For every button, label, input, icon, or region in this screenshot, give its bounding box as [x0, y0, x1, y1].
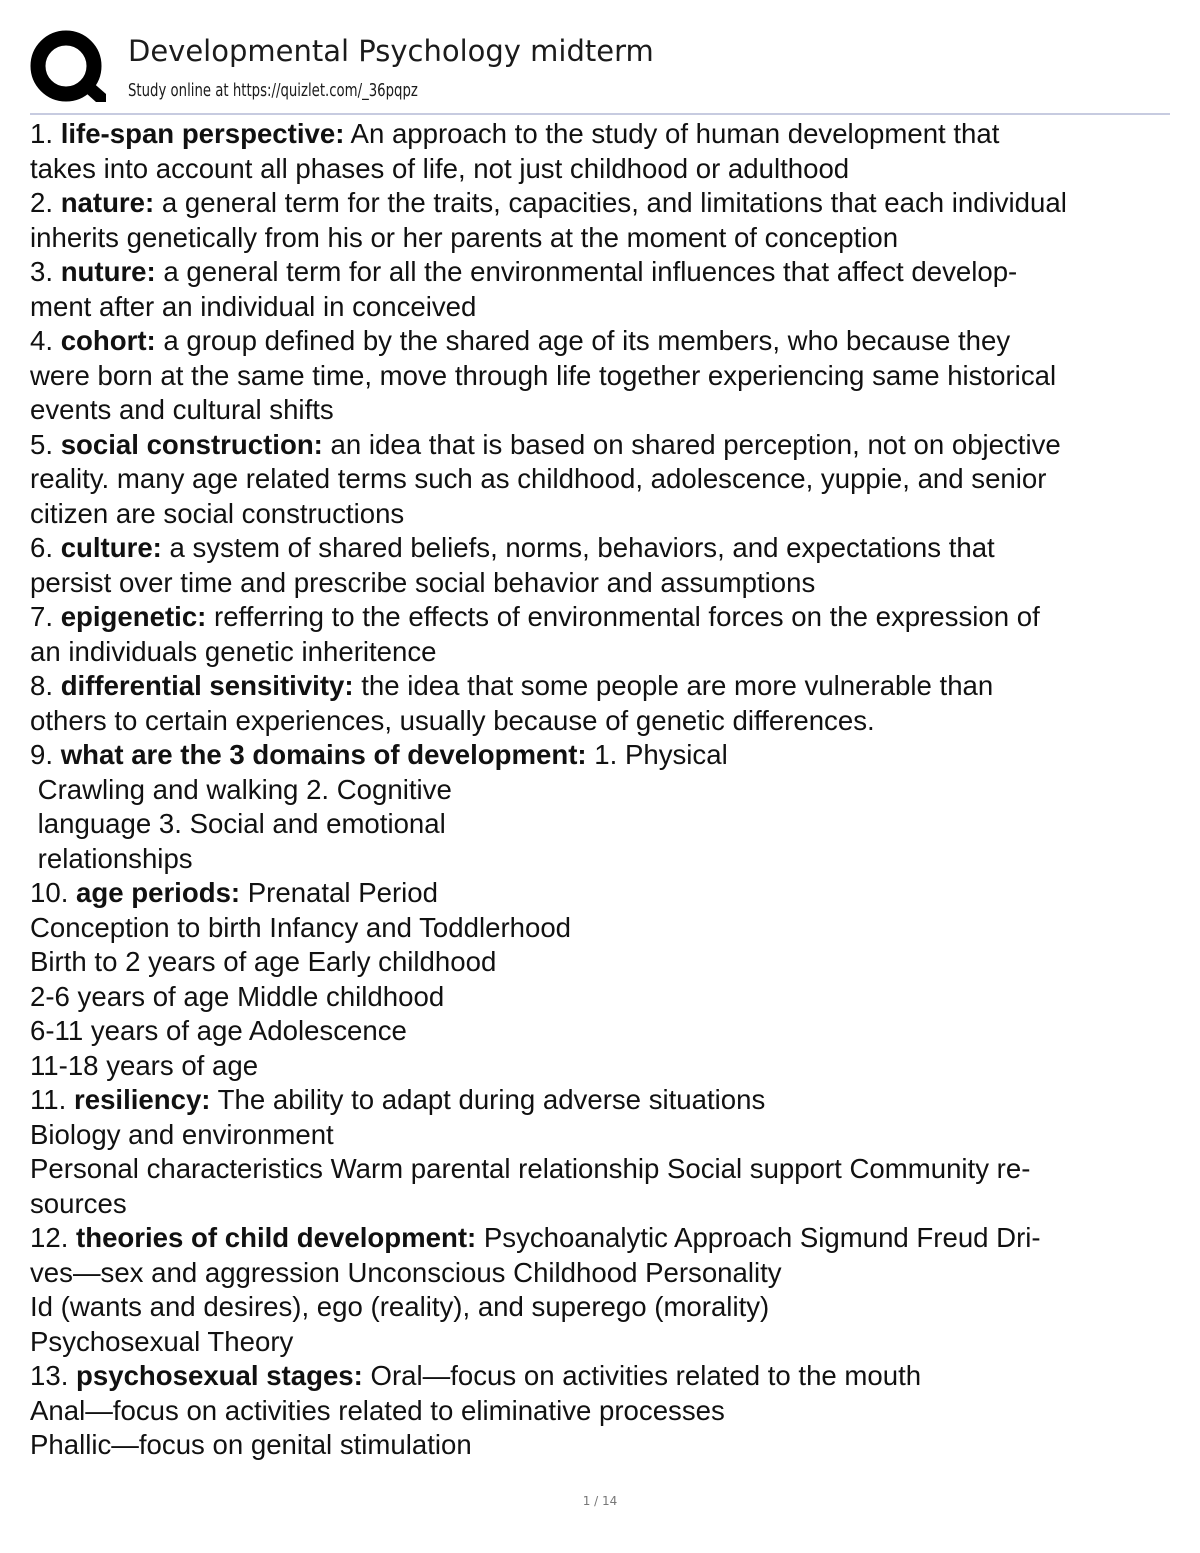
definition-text: language 3. Social and emotional: [30, 808, 446, 839]
definition-text: the idea that some people are more vulnerable than: [353, 670, 994, 701]
term-line: [30, 600, 1175, 635]
term-label: epigenetic:: [60, 601, 207, 632]
term-line: [30, 186, 1175, 221]
page-indicator: 1 / 14: [582, 1494, 618, 1508]
header-divider: [30, 113, 1170, 115]
definition-text: a general term for the traits, capacities, and limitations that each individual: [154, 187, 1067, 218]
definition-text: inherits genetically from his or her parents at the moment of conception: [30, 221, 899, 253]
definition-text: reality. many age related terms such as childhood, adolescence, yuppie, and senior: [30, 463, 1047, 494]
term-number: 3.: [30, 256, 61, 287]
term-number: 7.: [30, 601, 61, 632]
definition-line: [30, 359, 1175, 394]
definition-line: [30, 911, 1175, 946]
term-number: 10.: [30, 877, 77, 908]
definition-text: citizen are social constructions: [30, 497, 405, 529]
definition-line: [30, 1049, 1175, 1084]
study-online-link[interactable]: Study online at https://quizlet.com/_36pqpz: [128, 80, 418, 101]
definition-line: [30, 152, 1175, 187]
definition-text: Oral—focus on activities related to the mouth: [362, 1360, 922, 1391]
definition-text: The ability to adapt during adverse situations: [210, 1084, 766, 1115]
term-label: life-span perspective:: [60, 118, 345, 149]
definition-text: events and cultural shifts: [30, 394, 334, 425]
definition-text: 2-6 years of age Middle childhood: [30, 980, 445, 1012]
definition-text: 6-11 years of age Adolescence: [30, 1015, 407, 1046]
definition-line: [30, 773, 1175, 808]
definition-line: [30, 1187, 1175, 1222]
definition-text: an idea that is based on shared perception, not on objective: [322, 428, 1061, 460]
term-label: nature:: [60, 187, 155, 218]
definition-line: [30, 1118, 1175, 1153]
term-line: [30, 738, 1175, 773]
term-label: differential sensitivity:: [60, 670, 354, 701]
term-label: nuture:: [60, 256, 156, 287]
definition-text: Phallic—focus on genital stimulation: [30, 1429, 472, 1460]
definition-text: persist over time and prescribe social behavior and assumptions: [30, 566, 816, 598]
definition-text: relationships: [30, 842, 193, 874]
term-line: [30, 324, 1175, 359]
term-number: 13.: [30, 1360, 77, 1391]
term-label: resiliency:: [73, 1084, 211, 1115]
definition-line: [30, 704, 1175, 739]
definition-text: a general term for all the environmental influences that affect develop-: [155, 256, 1018, 287]
term-number: 4.: [30, 325, 61, 356]
term-number: 12.: [30, 1222, 77, 1253]
definition-text: a group defined by the shared age of its members, who because they: [155, 325, 1011, 356]
definition-line: [30, 1014, 1175, 1049]
definition-line: [30, 1152, 1175, 1187]
definition-text: Id (wants and desires), ego (reality), and superego (morality): [30, 1291, 770, 1322]
definition-text: Psychoanalytic Approach Sigmund Freud Dri-: [476, 1222, 1041, 1253]
document-header: [30, 28, 1170, 110]
definition-text: 1. Physical: [586, 739, 728, 770]
definition-line: [30, 1325, 1175, 1360]
definition-text: refferring to the effects of environmental forces on the expression of: [206, 601, 1040, 632]
definition-text: Prenatal Period: [240, 877, 438, 908]
term-line: [30, 669, 1175, 704]
term-line: [30, 255, 1175, 290]
term-label: cohort:: [60, 325, 156, 356]
term-line: [30, 876, 1175, 911]
term-number: 6.: [30, 532, 61, 563]
definition-line: [30, 635, 1175, 670]
term-label: social construction:: [60, 428, 323, 460]
definition-text: others to certain experiences, usually because of genetic differences.: [30, 704, 875, 736]
definition-text: Personal characteristics Warm parental relationship Social support Community re-: [30, 1153, 1031, 1184]
definition-line: [30, 290, 1175, 325]
definition-text: Crawling and walking 2. Cognitive: [30, 773, 452, 805]
term-number: 1.: [30, 118, 61, 149]
term-label: theories of child development:: [76, 1222, 477, 1253]
definition-text: sources: [30, 1187, 127, 1219]
term-number: 9.: [30, 739, 61, 770]
term-label: psychosexual stages:: [76, 1360, 363, 1391]
term-number: 5.: [30, 428, 61, 460]
definition-text: takes into account all phases of life, not just childhood or adulthood: [30, 152, 850, 184]
definition-line: [30, 980, 1175, 1015]
definition-line: [30, 566, 1175, 601]
definition-line: [30, 462, 1175, 497]
definition-line: [30, 1256, 1175, 1291]
definition-line: [30, 842, 1175, 877]
document-title: Developmental Psychology midterm: [128, 34, 654, 68]
definition-text: Psychosexual Theory: [30, 1325, 294, 1357]
definition-text: An approach to the study of human development that: [344, 118, 1000, 149]
definition-text: Conception to birth Infancy and Toddlerhood: [30, 911, 572, 943]
quizlet-logo-icon: [30, 30, 106, 106]
term-label: what are the 3 domains of development:: [60, 739, 587, 770]
definition-text: a system of shared beliefs, norms, behaviors, and expectations that: [161, 532, 995, 563]
definition-text: Birth to 2 years of age Early childhood: [30, 946, 497, 977]
definition-line: [30, 393, 1175, 428]
definition-line: [30, 945, 1175, 980]
definition-text: ment after an individual in conceived: [30, 290, 477, 322]
term-line: [30, 428, 1175, 463]
definition-text: Anal—focus on activities related to eliminative processes: [30, 1394, 725, 1426]
flashcard-list: [30, 117, 1175, 1463]
term-number: 2.: [30, 187, 61, 218]
term-line: [30, 1083, 1175, 1118]
term-line: [30, 1359, 1175, 1394]
definition-text: were born at the same time, move through life together experiencing same historical: [30, 359, 1057, 391]
definition-line: [30, 807, 1175, 842]
definition-text: an individuals genetic inheritence: [30, 635, 437, 667]
term-number: 8.: [30, 670, 61, 701]
term-label: age periods:: [76, 877, 241, 908]
definition-line: [30, 497, 1175, 532]
definition-line: [30, 221, 1175, 256]
definition-line: [30, 1394, 1175, 1429]
definition-text: Biology and environment: [30, 1118, 334, 1150]
term-line: [30, 1221, 1175, 1256]
term-line: [30, 117, 1175, 152]
term-line: [30, 531, 1175, 566]
term-label: culture:: [60, 532, 162, 563]
term-number: 11.: [30, 1084, 74, 1115]
definition-line: [30, 1428, 1175, 1463]
definition-text: ves—sex and aggression Unconscious Childhood Personality: [30, 1256, 782, 1288]
definition-text: 11-18 years of age: [30, 1049, 259, 1081]
definition-line: [30, 1290, 1175, 1325]
